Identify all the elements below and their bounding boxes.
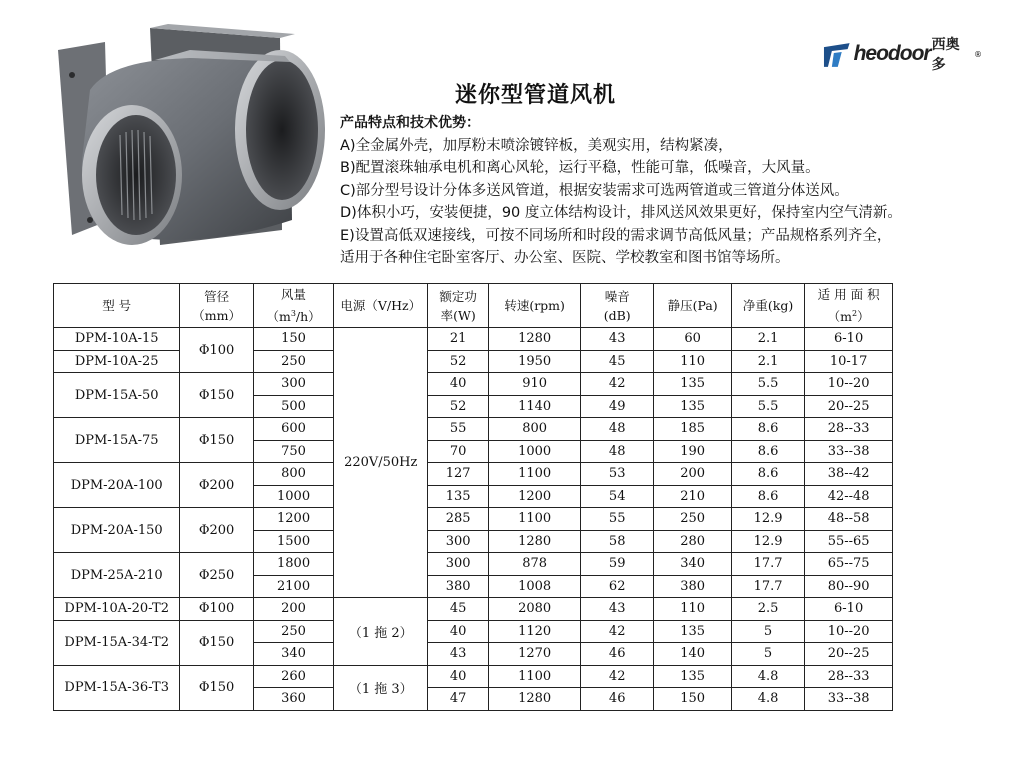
cell-power-supply: 220V/50Hz bbox=[334, 328, 428, 598]
cell-rated-power: 40 bbox=[428, 373, 489, 396]
cell-airflow: 200 bbox=[253, 598, 334, 621]
cell-weight: 17.7 bbox=[731, 575, 804, 598]
cell-rated-power: 43 bbox=[428, 643, 489, 666]
cell-weight: 5.5 bbox=[731, 373, 804, 396]
cell-airflow: 1800 bbox=[253, 553, 334, 576]
cell-rated-power: 45 bbox=[428, 598, 489, 621]
cell-airflow: 250 bbox=[253, 620, 334, 643]
cell-weight: 12.9 bbox=[731, 508, 804, 531]
cell-airflow: 260 bbox=[253, 665, 334, 688]
cell-pressure: 340 bbox=[654, 553, 731, 576]
cell-model: DPM-10A-20-T2 bbox=[54, 598, 180, 621]
table-row bbox=[54, 553, 893, 576]
cell-airflow: 300 bbox=[253, 373, 334, 396]
table-row bbox=[54, 508, 893, 531]
table-row bbox=[54, 350, 893, 373]
cell-rated-power: 70 bbox=[428, 440, 489, 463]
cell-airflow: 600 bbox=[253, 418, 334, 441]
cell-pressure: 110 bbox=[654, 350, 731, 373]
cell-airflow: 1000 bbox=[253, 485, 334, 508]
cell-pressure: 135 bbox=[654, 395, 731, 418]
cell-airflow: 1500 bbox=[253, 530, 334, 553]
cell-pressure: 280 bbox=[654, 530, 731, 553]
cell-model: DPM-20A-150 bbox=[54, 508, 180, 553]
cell-noise: 48 bbox=[581, 418, 654, 441]
cell-rated-power: 47 bbox=[428, 688, 489, 711]
cell-rated-power: 135 bbox=[428, 485, 489, 508]
cell-area: 38--42 bbox=[805, 463, 893, 486]
cell-pressure: 110 bbox=[654, 598, 731, 621]
cell-area: 10-17 bbox=[805, 350, 893, 373]
cell-area: 33--38 bbox=[805, 440, 893, 463]
cell-area: 65--75 bbox=[805, 553, 893, 576]
cell-rated-power: 55 bbox=[428, 418, 489, 441]
table-row bbox=[54, 373, 893, 396]
cell-noise: 48 bbox=[581, 440, 654, 463]
cell-pipe: Φ200 bbox=[180, 463, 253, 508]
header-model: 型 号 bbox=[54, 284, 180, 328]
cell-airflow: 750 bbox=[253, 440, 334, 463]
table-row bbox=[54, 328, 893, 351]
header-area: 适 用 面 积 $(m^2)$ bbox=[805, 284, 893, 328]
feature-line: A)全金属外壳，加厚粉末喷涂镀锌板，美观实用，结构紧凑， bbox=[340, 137, 733, 154]
cell-pipe: Φ150 bbox=[180, 665, 253, 710]
cell-noise: 42 bbox=[581, 373, 654, 396]
cell-speed: 1200 bbox=[489, 485, 581, 508]
cell-area: 10--20 bbox=[805, 373, 893, 396]
table-row bbox=[54, 418, 893, 441]
cell-weight: 4.8 bbox=[731, 665, 804, 688]
cell-weight: 8.6 bbox=[731, 463, 804, 486]
cell-area: 48--58 bbox=[805, 508, 893, 531]
cell-noise: 55 bbox=[581, 508, 654, 531]
cell-weight: 2.5 bbox=[731, 598, 804, 621]
cell-speed: 1140 bbox=[489, 395, 581, 418]
cell-speed: 1100 bbox=[489, 665, 581, 688]
cell-pipe: Φ200 bbox=[180, 508, 253, 553]
table-row bbox=[54, 665, 893, 688]
cell-weight: 8.6 bbox=[731, 440, 804, 463]
cell-weight: 2.1 bbox=[731, 350, 804, 373]
cell-speed: 1950 bbox=[489, 350, 581, 373]
cell-area: 33--38 bbox=[805, 688, 893, 711]
registered-mark: ® bbox=[974, 49, 982, 59]
cell-rated-power: 52 bbox=[428, 395, 489, 418]
cell-speed: 1280 bbox=[489, 688, 581, 711]
cell-airflow: 360 bbox=[253, 688, 334, 711]
cell-rated-power: 380 bbox=[428, 575, 489, 598]
cell-pressure: 150 bbox=[654, 688, 731, 711]
cell-weight: 12.9 bbox=[731, 530, 804, 553]
cell-noise: 42 bbox=[581, 665, 654, 688]
cell-noise: 46 bbox=[581, 688, 654, 711]
cell-pressure: 250 bbox=[654, 508, 731, 531]
cell-model: DPM-10A-25 bbox=[54, 350, 180, 373]
cell-pressure: 60 bbox=[654, 328, 731, 351]
cell-pipe: Φ150 bbox=[180, 620, 253, 665]
cell-pressure: 135 bbox=[654, 620, 731, 643]
cell-model: DPM-20A-100 bbox=[54, 463, 180, 508]
cell-speed: 2080 bbox=[489, 598, 581, 621]
cell-noise: 43 bbox=[581, 598, 654, 621]
page-title: 迷你型管道风机 bbox=[455, 83, 617, 108]
cell-weight: 5 bbox=[731, 620, 804, 643]
cell-pressure: 185 bbox=[654, 418, 731, 441]
cell-area: 6-10 bbox=[805, 328, 893, 351]
cell-power-supply: （1 拖 2） bbox=[334, 598, 428, 666]
cell-pressure: 210 bbox=[654, 485, 731, 508]
cell-airflow: 340 bbox=[253, 643, 334, 666]
cell-rated-power: 21 bbox=[428, 328, 489, 351]
cell-weight: 8.6 bbox=[731, 485, 804, 508]
cell-model: DPM-15A-36-T3 bbox=[54, 665, 180, 710]
table-row bbox=[54, 463, 893, 486]
cell-area: 20--25 bbox=[805, 395, 893, 418]
cell-noise: 62 bbox=[581, 575, 654, 598]
cell-weight: 8.6 bbox=[731, 418, 804, 441]
header-weight: 净重(kg) bbox=[731, 284, 804, 328]
table-header-row bbox=[54, 284, 893, 328]
cell-power-supply: （1 拖 3） bbox=[334, 665, 428, 710]
cell-speed: 1280 bbox=[489, 328, 581, 351]
cell-pressure: 135 bbox=[654, 373, 731, 396]
feature-line: D)体积小巧，安装便捷，90 度立体结构设计，排风送风效果更好，保持室内空气清新。 bbox=[340, 205, 902, 221]
header-noise: 噪音 (dB) bbox=[581, 284, 654, 328]
feature-line: E)设置高低双速接线，可按不同场所和时段的需求调节高低风量；产品规格系列齐全， bbox=[340, 227, 892, 244]
cell-pressure: 140 bbox=[654, 643, 731, 666]
cell-rated-power: 40 bbox=[428, 665, 489, 688]
cell-pressure: 135 bbox=[654, 665, 731, 688]
header-pipe: 管径 （mm） bbox=[180, 284, 253, 328]
cell-noise: 59 bbox=[581, 553, 654, 576]
header-pressure: 静压(Pa) bbox=[654, 284, 731, 328]
header-speed: 转速(rpm) bbox=[489, 284, 581, 328]
brand-mark-icon bbox=[822, 39, 852, 69]
cell-weight: 2.1 bbox=[731, 328, 804, 351]
feature-line: B)配置滚珠轴承电机和离心风轮，运行平稳，性能可靠，低噪音，大风量。 bbox=[340, 160, 820, 176]
cell-pipe: Φ100 bbox=[180, 328, 253, 373]
cell-area: 42--48 bbox=[805, 485, 893, 508]
cell-weight: 5 bbox=[731, 643, 804, 666]
feature-line: C)部分型号设计分体多送风管道，根据安装需求可选两管道或三管道分体送风。 bbox=[340, 182, 849, 199]
cell-area: 28--33 bbox=[805, 665, 893, 688]
cell-rated-power: 285 bbox=[428, 508, 489, 531]
feature-heading: 产品特点和技术优势： bbox=[340, 115, 480, 131]
cell-rated-power: 300 bbox=[428, 553, 489, 576]
cell-area: 10--20 bbox=[805, 620, 893, 643]
cell-area: 28--33 bbox=[805, 418, 893, 441]
cell-pipe: Φ150 bbox=[180, 418, 253, 463]
header-rated-power: 额定功 率(W) bbox=[428, 284, 489, 328]
cell-airflow: 150 bbox=[253, 328, 334, 351]
cell-area: 6-10 bbox=[805, 598, 893, 621]
cell-rated-power: 127 bbox=[428, 463, 489, 486]
cell-weight: 17.7 bbox=[731, 553, 804, 576]
table-row bbox=[54, 598, 893, 621]
cell-area: 80--90 bbox=[805, 575, 893, 598]
cell-noise: 43 bbox=[581, 328, 654, 351]
cell-weight: 4.8 bbox=[731, 688, 804, 711]
cell-speed: 1120 bbox=[489, 620, 581, 643]
cell-pressure: 380 bbox=[654, 575, 731, 598]
cell-speed: 1000 bbox=[489, 440, 581, 463]
cell-speed: 1008 bbox=[489, 575, 581, 598]
cell-noise: 58 bbox=[581, 530, 654, 553]
spec-table bbox=[53, 283, 893, 711]
cell-pipe: Φ250 bbox=[180, 553, 253, 598]
cell-noise: 49 bbox=[581, 395, 654, 418]
cell-model: DPM-25A-210 bbox=[54, 553, 180, 598]
cell-speed: 800 bbox=[489, 418, 581, 441]
cell-rated-power: 52 bbox=[428, 350, 489, 373]
cell-noise: 42 bbox=[581, 620, 654, 643]
header-airflow: 风量 $(m^3/h)$ bbox=[253, 284, 334, 328]
feature-line: 适用于各种住宅卧室客厅、办公室、医院、学校教室和图书馆等场所。 bbox=[340, 250, 790, 266]
cell-airflow: 800 bbox=[253, 463, 334, 486]
product-photo bbox=[50, 20, 335, 270]
cell-pipe: Φ100 bbox=[180, 598, 253, 621]
cell-speed: 1270 bbox=[489, 643, 581, 666]
cell-speed: 878 bbox=[489, 553, 581, 576]
cell-airflow: 500 bbox=[253, 395, 334, 418]
cell-pressure: 200 bbox=[654, 463, 731, 486]
feature-list bbox=[340, 112, 1030, 270]
cell-pressure: 190 bbox=[654, 440, 731, 463]
cell-noise: 46 bbox=[581, 643, 654, 666]
cell-area: 20--25 bbox=[805, 643, 893, 666]
cell-speed: 1100 bbox=[489, 508, 581, 531]
cell-airflow: 1200 bbox=[253, 508, 334, 531]
cell-model: DPM-15A-50 bbox=[54, 373, 180, 418]
cell-model: DPM-15A-34-T2 bbox=[54, 620, 180, 665]
cell-noise: 53 bbox=[581, 463, 654, 486]
cell-noise: 45 bbox=[581, 350, 654, 373]
brand-name: heodoor bbox=[853, 42, 931, 65]
cell-pipe: Φ150 bbox=[180, 373, 253, 418]
cell-rated-power: 300 bbox=[428, 530, 489, 553]
cell-noise: 54 bbox=[581, 485, 654, 508]
cell-speed: 910 bbox=[489, 373, 581, 396]
cell-airflow: 2100 bbox=[253, 575, 334, 598]
cell-speed: 1100 bbox=[489, 463, 581, 486]
brand-name-cn: 西奥多 bbox=[931, 37, 960, 73]
header-power-supply: 电源（V/Hz） bbox=[334, 284, 428, 328]
cell-airflow: 250 bbox=[253, 350, 334, 373]
cell-model: DPM-10A-15 bbox=[54, 328, 180, 351]
cell-rated-power: 40 bbox=[428, 620, 489, 643]
cell-model: DPM-15A-75 bbox=[54, 418, 180, 463]
table-row bbox=[54, 620, 893, 643]
cell-weight: 5.5 bbox=[731, 395, 804, 418]
cell-speed: 1280 bbox=[489, 530, 581, 553]
cell-area: 55--65 bbox=[805, 530, 893, 553]
brand-logo bbox=[822, 36, 982, 72]
